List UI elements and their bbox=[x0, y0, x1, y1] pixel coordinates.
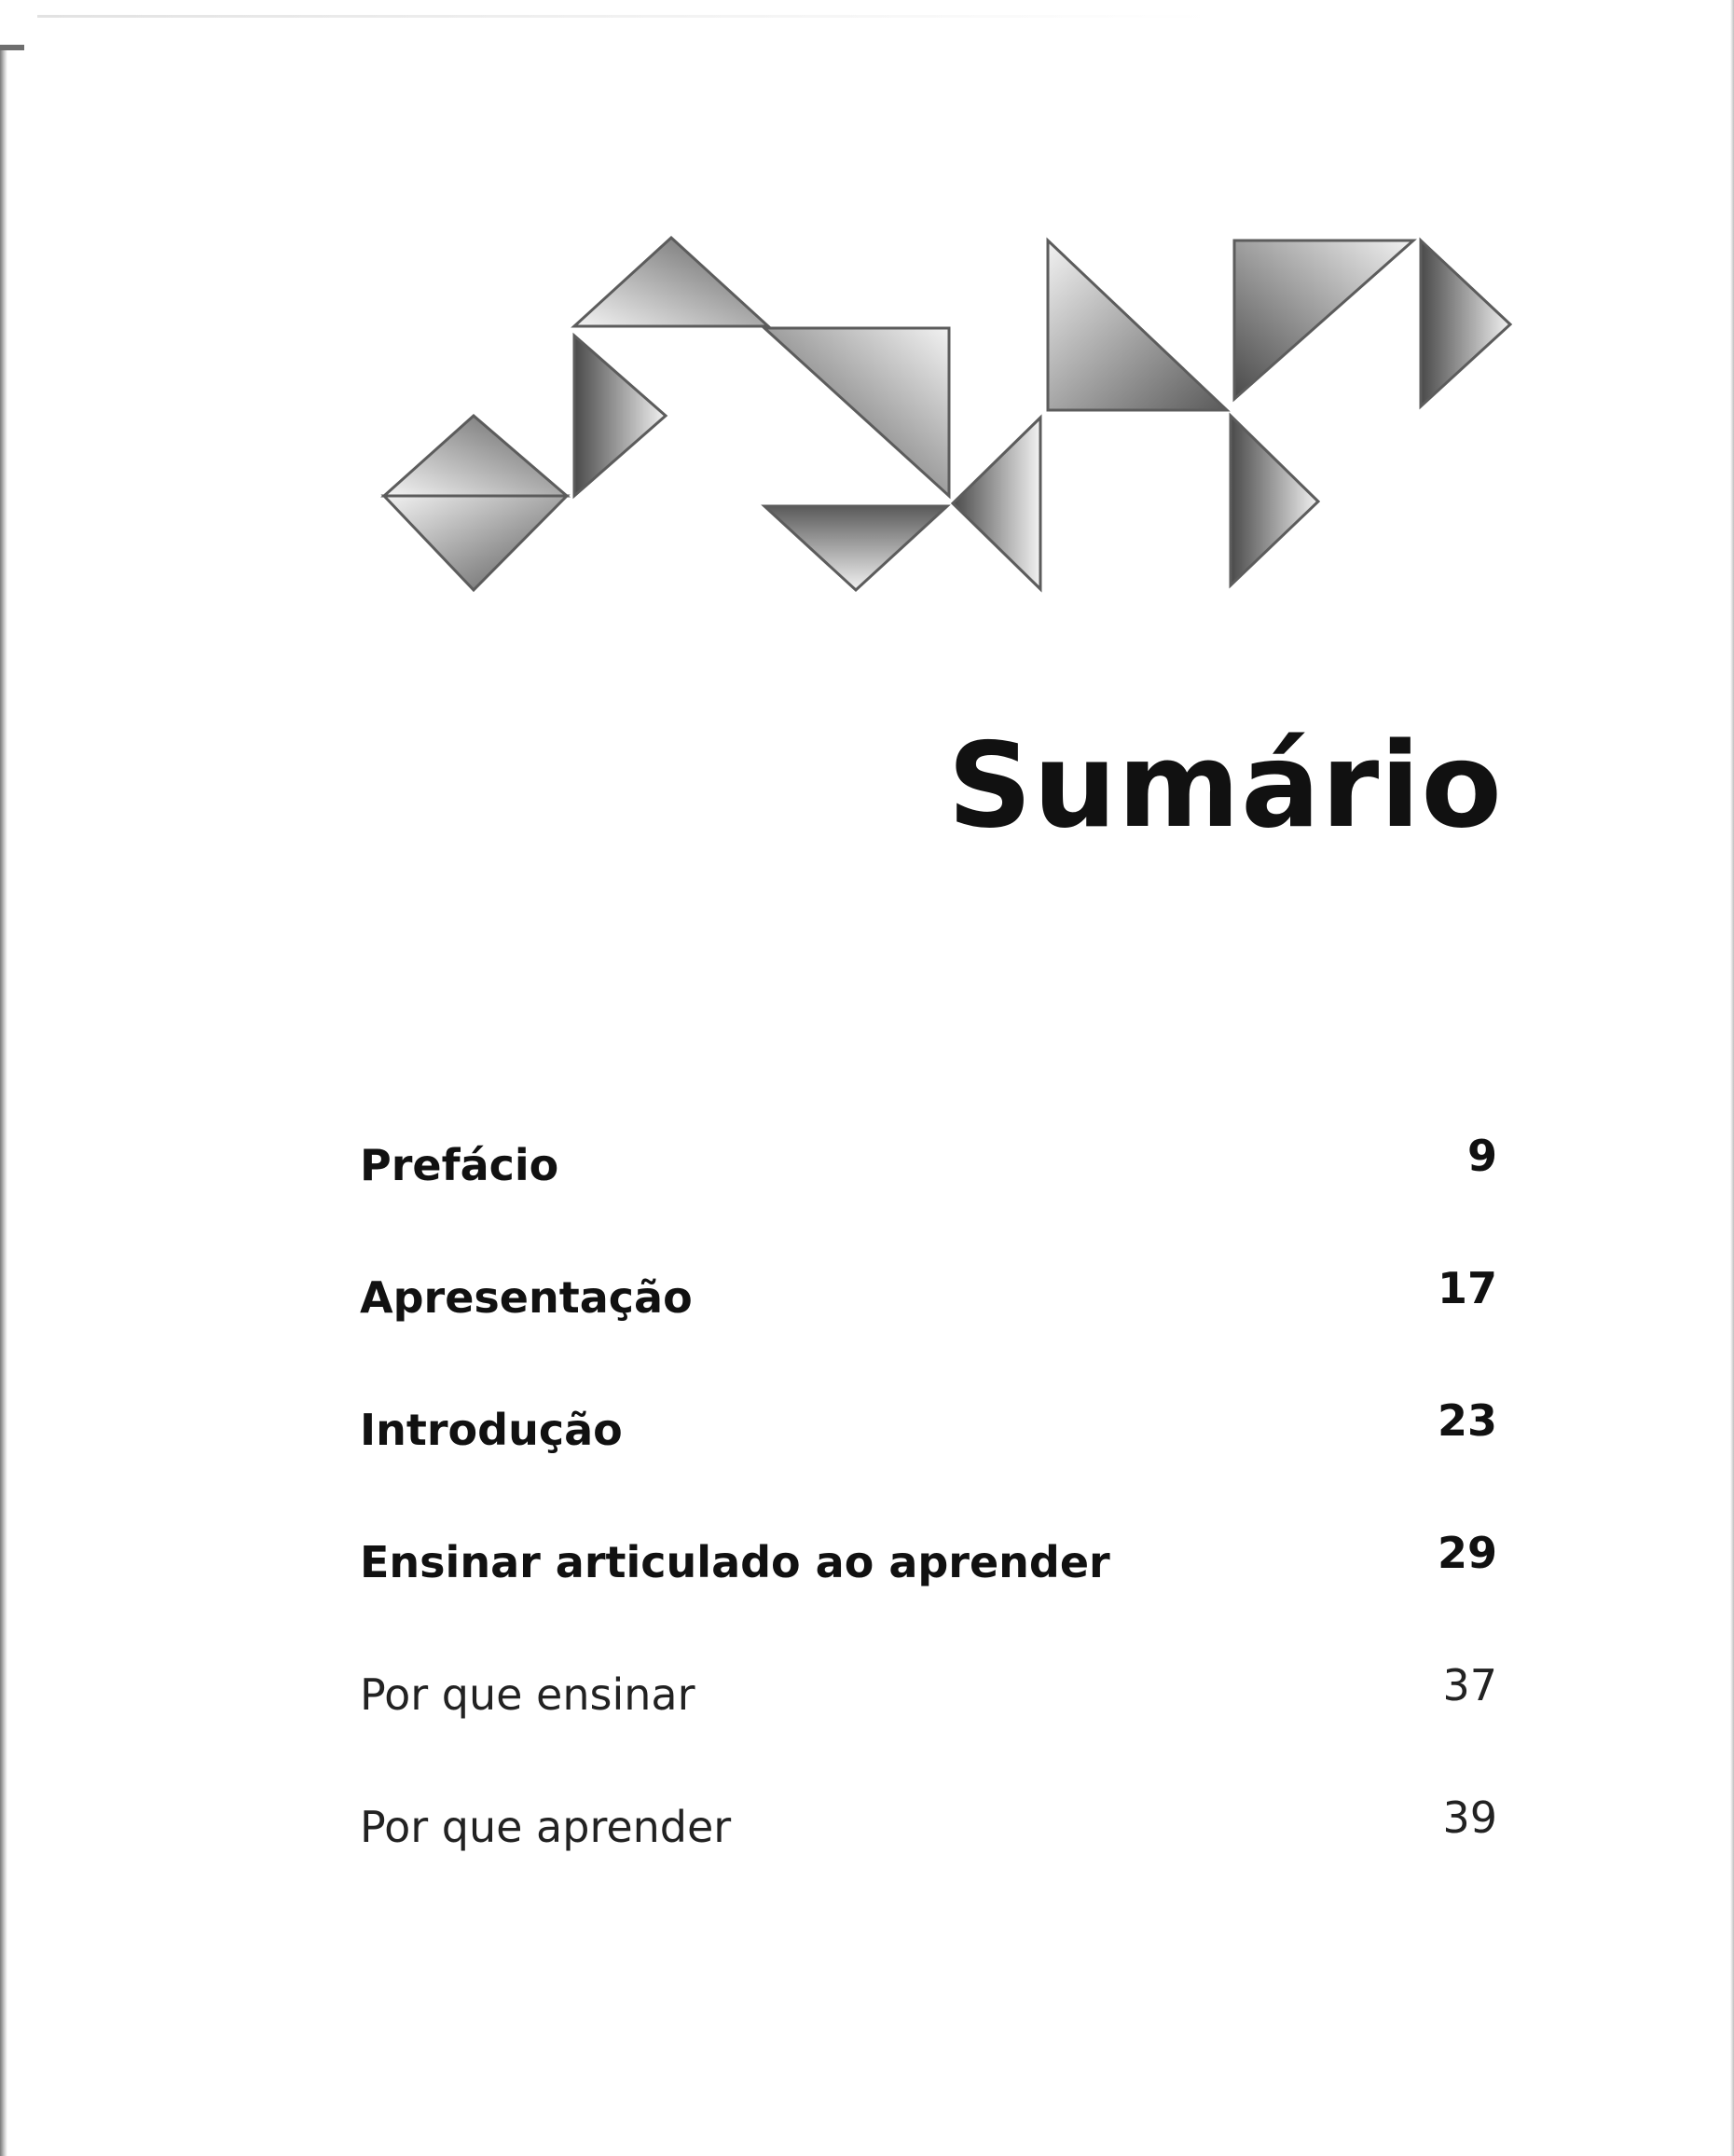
table-of-contents bbox=[360, 1123, 1497, 1917]
triangle-shape bbox=[574, 238, 768, 326]
toc-entry-label: Introdução bbox=[360, 1405, 623, 1455]
toc-entry-page-number: 37 bbox=[1442, 1660, 1497, 1710]
toc-entry-label: Por que aprender bbox=[360, 1802, 732, 1852]
toc-entry-label: Apresentação bbox=[360, 1272, 693, 1323]
triangle-shape bbox=[953, 418, 1040, 589]
scan-left-edge bbox=[0, 45, 7, 2156]
triangle-shape bbox=[1231, 416, 1318, 585]
scan-right-edge bbox=[1730, 0, 1734, 2156]
triangle-shape bbox=[384, 496, 567, 590]
toc-entry-page-number: 17 bbox=[1437, 1263, 1497, 1313]
triangle-shape bbox=[574, 336, 666, 496]
toc-entry-ensinar-articulado[interactable] bbox=[360, 1520, 1497, 1653]
geometric-triangles-icon bbox=[364, 228, 1529, 601]
toc-entry-page-number: 39 bbox=[1442, 1792, 1497, 1843]
toc-entry-prefacio[interactable] bbox=[360, 1123, 1497, 1256]
toc-entry-por-que-aprender[interactable] bbox=[360, 1785, 1497, 1917]
toc-entry-apresentacao[interactable] bbox=[360, 1256, 1497, 1388]
toc-entry-page-number: 23 bbox=[1437, 1395, 1497, 1446]
toc-entry-label: Por que ensinar bbox=[360, 1669, 695, 1720]
triangle-shape bbox=[1048, 240, 1227, 410]
triangle-shape bbox=[1234, 240, 1413, 399]
triangle-shape bbox=[764, 328, 949, 496]
toc-entry-por-que-ensinar[interactable] bbox=[360, 1653, 1497, 1785]
triangle-shape bbox=[1421, 240, 1510, 406]
toc-entry-introducao[interactable] bbox=[360, 1388, 1497, 1520]
toc-entry-page-number: 9 bbox=[1466, 1131, 1497, 1181]
scan-left-tick bbox=[0, 45, 24, 50]
triangle-shape bbox=[764, 506, 947, 590]
toc-entry-page-number: 29 bbox=[1437, 1528, 1497, 1578]
scan-top-edge bbox=[37, 15, 1212, 18]
page-title: Sumário bbox=[947, 717, 1503, 854]
triangle-shape bbox=[384, 416, 567, 496]
toc-entry-label: Ensinar articulado ao aprender bbox=[360, 1537, 1110, 1587]
toc-entry-label: Prefácio bbox=[360, 1140, 559, 1190]
